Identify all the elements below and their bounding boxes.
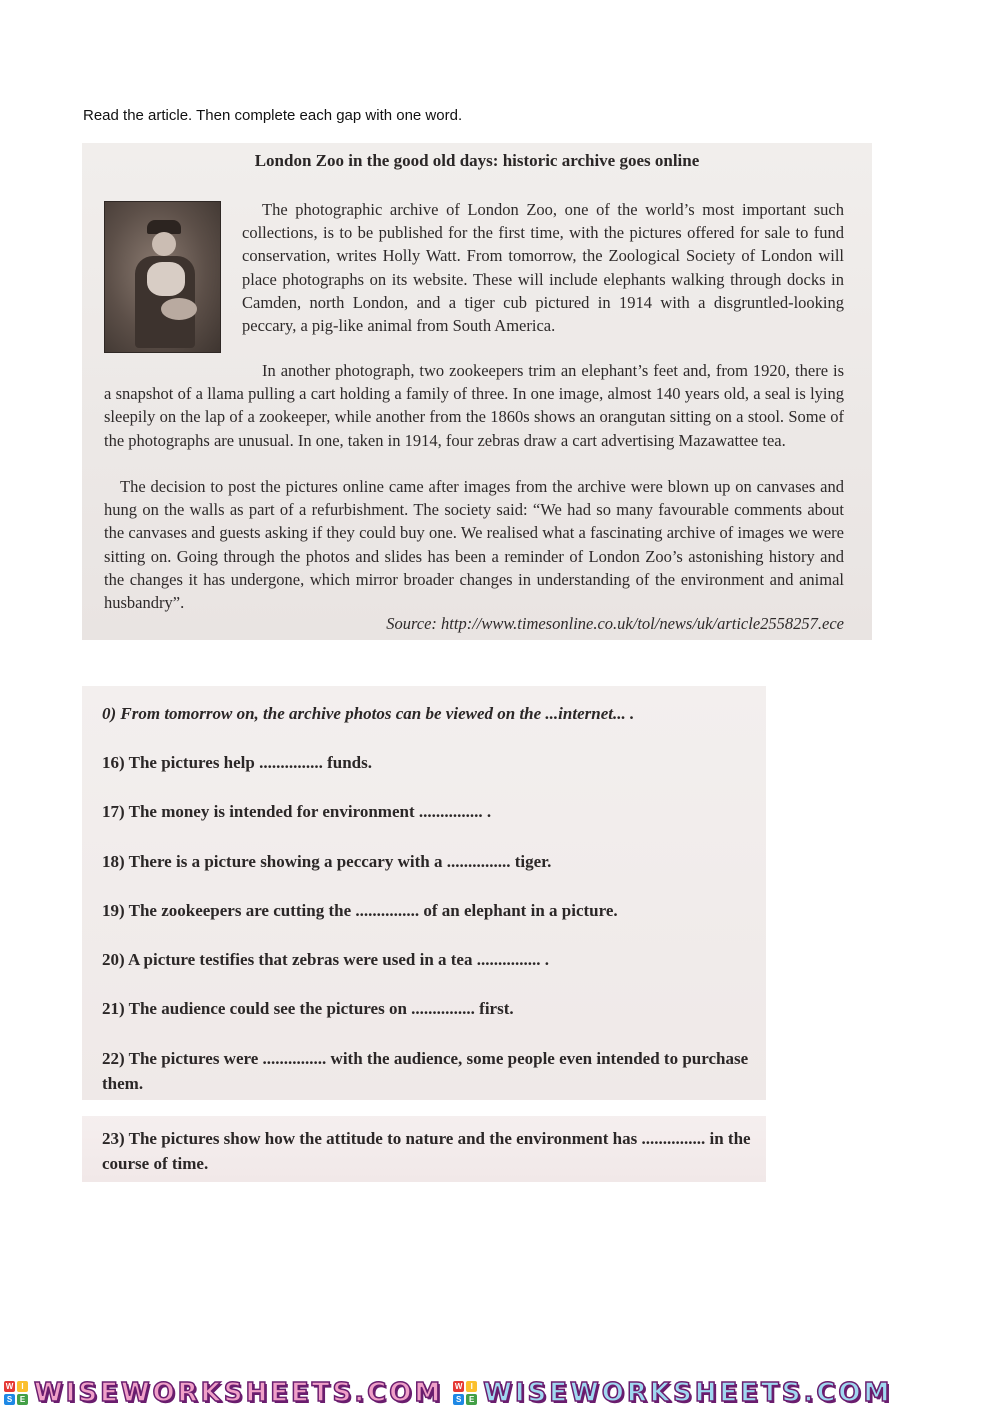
zookeeper-photo xyxy=(104,201,221,353)
article-paragraph-2: In another photograph, two zookeepers trim an elephant’s feet and, from 1920, there is a snapshot of a llama pulling a cart holding a family of three. In one image, almost 140 years old, a seal is lying sleepily on the lap of a zookeeper, while another from the 1860s shows an orangutan sitting on a stool. Some of the photographs are unusual. In one, taken in 1914, four zebras draw a cart advertising Mazawattee tea. xyxy=(104,361,844,450)
brand-logo[interactable] xyxy=(453,1378,892,1408)
instruction-text: Read the article. Then complete each gap with one word. xyxy=(83,107,463,124)
question-22: 22) The pictures were ............... with the audience, some people even intended to purchase them. xyxy=(102,1049,749,1093)
article-title: London Zoo in the good old days: historic archive goes online xyxy=(254,151,700,170)
question-16: 16) The pictures help ............... funds. xyxy=(102,753,372,772)
question-17: 17) The money is intended for environment ............... . xyxy=(102,802,492,821)
questions-panel xyxy=(82,686,766,1100)
question-20: 20) A picture testifies that zebras were used in a tea ............... . xyxy=(102,950,549,969)
question-21: 21) The audience could see the pictures on ............... first. xyxy=(102,999,514,1018)
article-scan xyxy=(82,143,872,640)
question-example: 0) From tomorrow on, the archive photos can be viewed on the ...internet... . xyxy=(102,704,635,723)
footer-brand-bar xyxy=(0,1372,1000,1413)
brand-name: WISEWORKSHEETS.COM xyxy=(483,1377,893,1408)
article-paragraph-3: The decision to post the pictures online came after images from the archive were blown up on canvases and hung on the walls as part of a refurbishment. The society said: “We had so many favourable comments about the canvases and guests asking if they could buy one. We realised what a fascinating archive of images we were sitting on. Going through the photos and slides has been a reminder of London Zoo’s astonishing history and the changes it has undergone, which mirror broader changes in understanding of the environment and animal husbandry”. xyxy=(104,477,844,613)
brand-name: WISEWORKSHEETS.COM xyxy=(34,1377,444,1408)
article-source: Source: http://www.timesonline.co.uk/tol/news/uk/article2558257.ece xyxy=(386,614,844,633)
brand-logo[interactable] xyxy=(4,1378,443,1408)
question-19: 19) The zookeepers are cutting the ............... of an elephant in a picture. xyxy=(102,901,618,920)
logo-grid-icon: W I S E xyxy=(4,1381,28,1405)
question-23-panel xyxy=(82,1116,766,1182)
question-18: 18) There is a picture showing a peccary with a ............... tiger. xyxy=(102,852,552,871)
logo-grid-icon: W I S E xyxy=(453,1381,477,1405)
question-23: 23) The pictures show how the attitude to nature and the environment has ............... in the course of time. xyxy=(102,1129,751,1173)
article-paragraph-1: The photographic archive of London Zoo, one of the world’s most important such collections, is to be published for the first time, with the pictures offered for sale to fund conservation, writes Holly Watt. From tomorrow, the Zoological Society of London will place photographs on its website. These will include elephants walking through docks in Camden, north London, and a tiger cub pictured in 1914 with a disgruntled-looking peccary, a pig-like animal from South America. xyxy=(242,200,844,336)
